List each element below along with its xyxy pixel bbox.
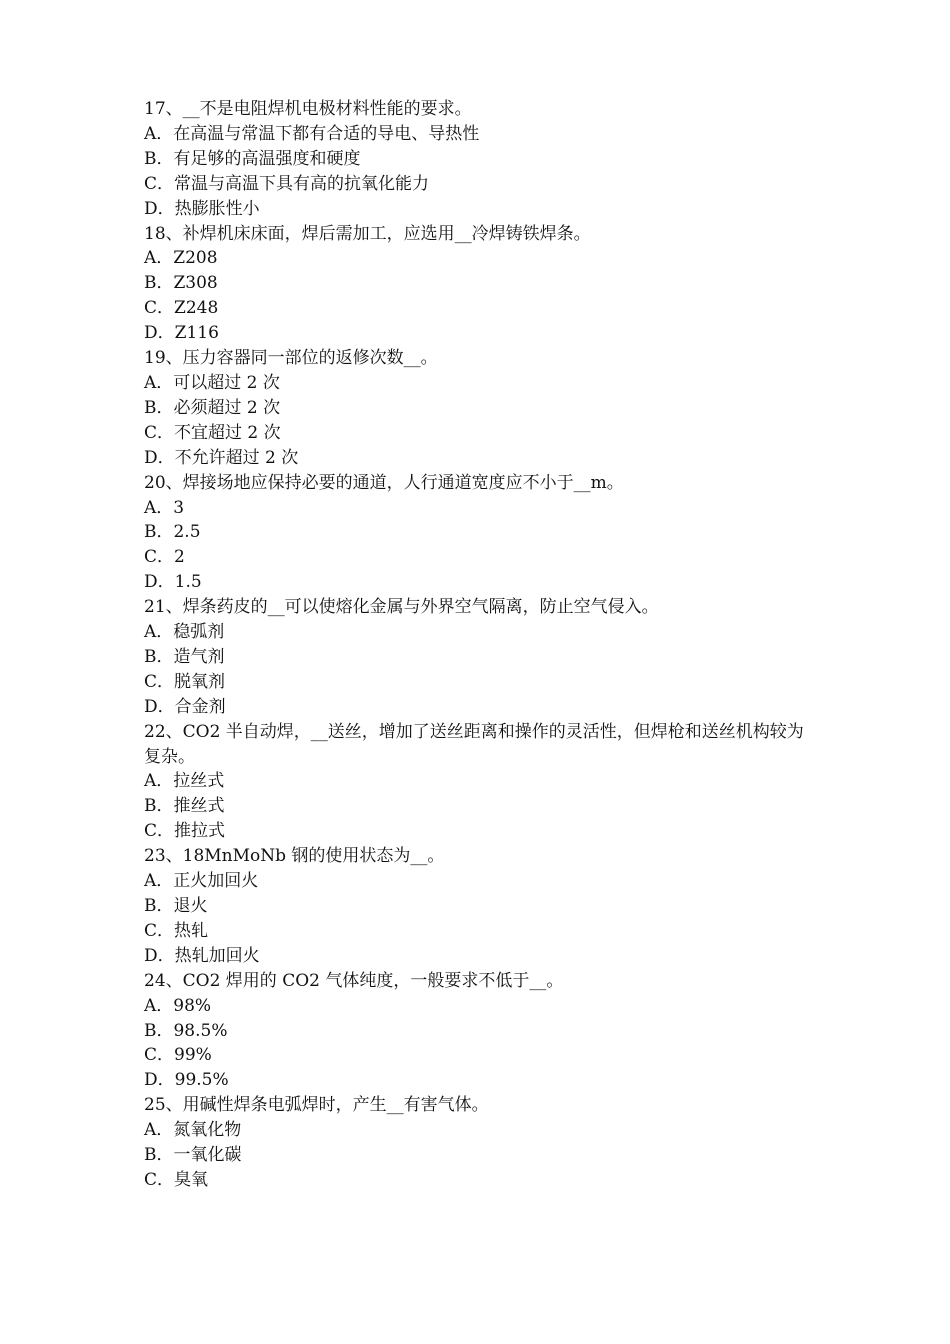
option-a: A．在高温与常温下都有合适的导电、导热性 [144, 123, 480, 144]
question-stem: 23、18MnMoNb 钢的使用状态为__。 [144, 846, 445, 867]
question-21 [144, 595, 814, 720]
option-c: C．不宜超过 2 次 [144, 422, 281, 443]
option-a: A．稳弧剂 [144, 622, 225, 643]
option-d: D．1.5 [144, 572, 202, 593]
option-b: B．2.5 [144, 522, 201, 543]
option-a: A．氮氧化物 [144, 1120, 242, 1141]
option-d: D．合金剂 [144, 696, 226, 717]
option-a: A．正火加回火 [144, 871, 259, 892]
question-stem: 22、CO2 半自动焊，__送丝，增加了送丝距离和操作的灵活性，但焊枪和送丝机构较为复杂。 [144, 721, 804, 767]
question-stem: 24、CO2 焊用的 CO2 气体纯度，一般要求不低于__。 [144, 970, 564, 991]
option-b: B．一氧化碳 [144, 1145, 242, 1166]
question-19 [144, 346, 814, 471]
option-a: A．Z208 [144, 248, 218, 269]
option-b: B．Z308 [144, 273, 218, 294]
option-b: B．有足够的高温强度和硬度 [144, 148, 361, 169]
question-22 [144, 720, 814, 845]
question-18 [144, 222, 814, 347]
question-stem: 17、__不是电阻焊机电极材料性能的要求。 [144, 99, 472, 119]
option-c: C．常温与高温下具有高的抗氧化能力 [144, 173, 430, 194]
option-d: D．99.5% [144, 1070, 229, 1091]
document-page [144, 97, 814, 1193]
option-b: B．必须超过 2 次 [144, 397, 281, 418]
option-d: D．热膨胀性小 [144, 198, 260, 219]
option-b: B．退火 [144, 896, 208, 916]
question-stem: 18、补焊机床床面，焊后需加工，应选用__冷焊铸铁焊条。 [144, 223, 591, 244]
question-stem: 25、用碱性焊条电弧焊时，产生__有害气体。 [144, 1095, 489, 1116]
option-c: C．脱氧剂 [144, 671, 226, 692]
option-a: A．3 [144, 497, 185, 518]
question-stem: 19、压力容器同一部位的返修次数__。 [144, 348, 438, 369]
question-stem: 20、焊接场地应保持必要的通道，人行通道宽度应不小于__m。 [144, 472, 624, 493]
option-d: D．热轧加回火 [144, 945, 260, 966]
option-b: B．推丝式 [144, 796, 225, 817]
option-c: C．99% [144, 1045, 212, 1066]
option-c: C．Z248 [144, 298, 219, 319]
question-23 [144, 844, 814, 969]
option-c: C．推拉式 [144, 821, 226, 842]
option-d: D．不允许超过 2 次 [144, 447, 299, 468]
option-a: A．可以超过 2 次 [144, 372, 280, 393]
question-17 [144, 97, 814, 222]
option-c: C．2 [144, 547, 185, 568]
option-b: B．造气剂 [144, 646, 225, 667]
option-c: C．臭氧 [144, 1169, 209, 1190]
question-24 [144, 969, 814, 1094]
option-a: A．98% [144, 995, 212, 1016]
question-stem: 21、焊条药皮的__可以使熔化金属与外界空气隔离，防止空气侵入。 [144, 597, 659, 618]
option-d: D．Z116 [144, 323, 219, 344]
question-20 [144, 471, 814, 596]
option-c: C．热轧 [144, 920, 209, 941]
option-b: B．98.5% [144, 1020, 228, 1041]
question-25 [144, 1093, 814, 1193]
option-a: A．拉丝式 [144, 771, 225, 792]
